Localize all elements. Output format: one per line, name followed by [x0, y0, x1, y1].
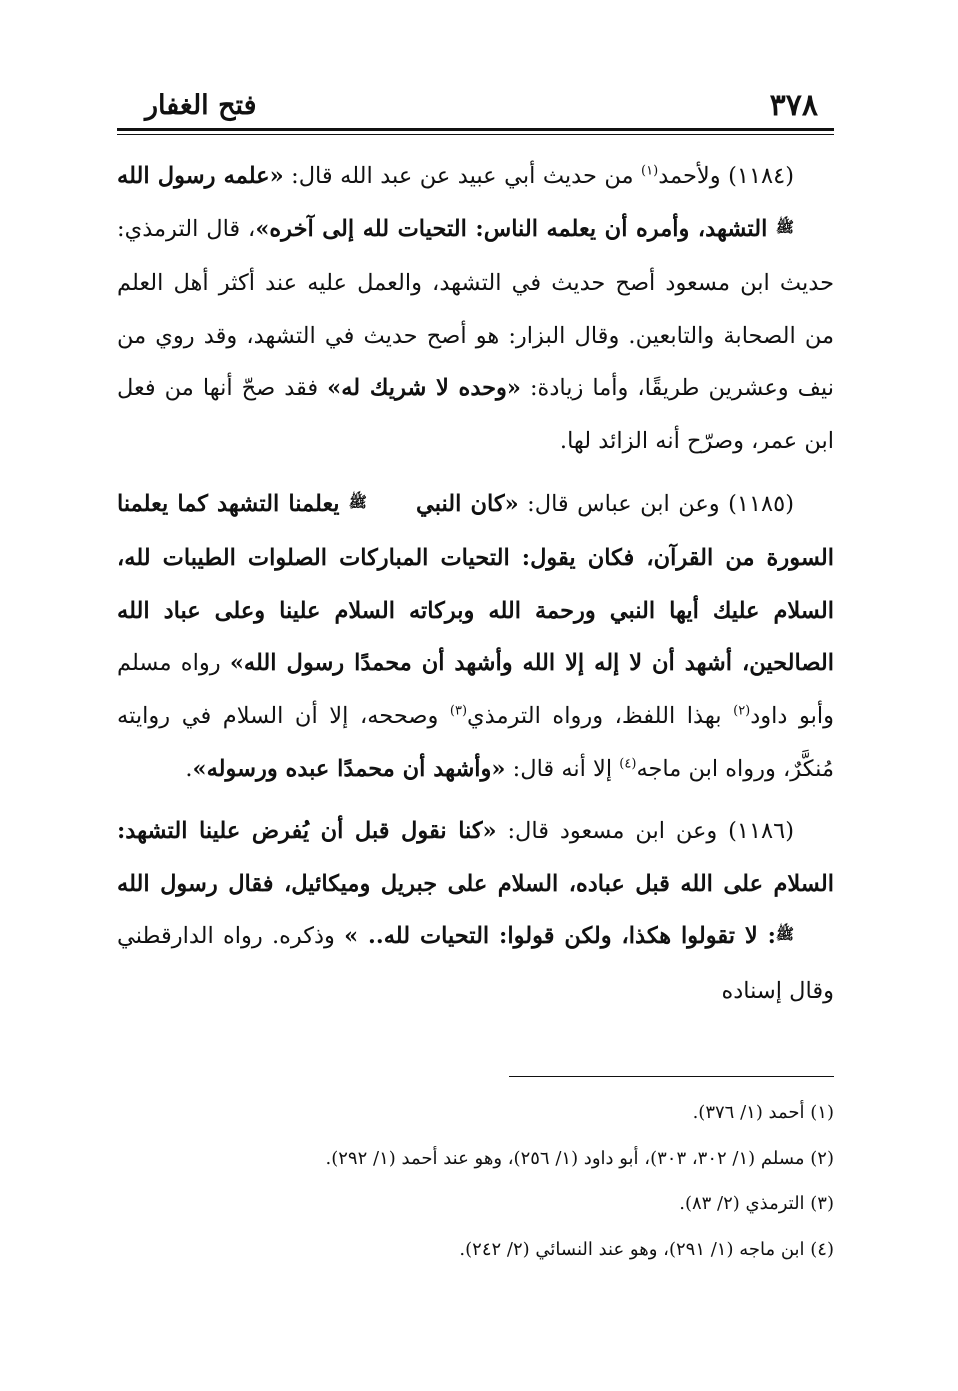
quoted-hadith-text: «كان النبي [406, 490, 519, 517]
footnote-2: (٢) مسلم (١/ ٣٠٢، ٣٠٣)، أبو داود (١/ ٢٥٦)، وهو عند أحمد (١/ ٢٩٢). [325, 1147, 834, 1169]
salutation-glyph: ﷺ [775, 217, 794, 236]
salutation-glyph: ﷺ [348, 492, 367, 511]
quoted-hadith-text: التشهد، وأمره أن يعلمه الناس: التحيات لله إلى آخره» [255, 215, 776, 242]
page-number: ٣٧٨ [769, 88, 818, 123]
paragraph-text: رواه مسلم وأبو داود [117, 650, 835, 729]
paragraph-text: ، قال الترمذي: حديث ابن مسعود أصح حديث في التشهد، والعمل عليه عند أكثر أهل العلم من الصحابة والتابعين. وقال البزار: هو أصح حديث في التشهد، وقد روي من نيف وعشرين طريقًا، وأما زيادة: [117, 215, 834, 402]
paragraph-text: بهذا اللفظ، ورواه الترمذي [467, 702, 734, 729]
paragraph-text: (١١٨٥) وعن ابن عباس قال: [518, 490, 794, 517]
quoted-hadith-text: : لا تقولوا هكذا، ولكن قولوا: التحيات لله.. » [344, 923, 776, 950]
footnote-3: (٣) الترمذي (٢/ ٨٣). [679, 1193, 834, 1215]
paragraph-text: وذكره. رواه الدارقطني وقال إسناده [117, 923, 834, 1004]
footnote-marker: (٤) [619, 756, 637, 772]
quoted-hadith-text: يعلمنا التشهد كما يعلمنا السورة من القرآن، فكان يقول: التحيات المباركات الصلوات الطيبات لله، السلام عليك أيها النبي ورحمة الله وبركاته السلام علينا وعلى عباد الله الصالحين، أشهد أن لا إله إلا الله وأشهد أن محمدًا رسول الله» [117, 490, 835, 677]
footnote-1: (١) أحمد (١/ ٣٧٦). [692, 1102, 834, 1123]
paragraph-text: (١١٨٦) وعن ابن مسعود قال: [496, 818, 795, 845]
paragraph-gap [117, 468, 834, 478]
paragraph-text: وصححه، إلا أن السلام في روايته مُنكَّرٌ، ورواه ابن ماجه [117, 702, 834, 782]
paragraph-text: إلا أنه قال: [505, 755, 620, 782]
salutation-glyph: ﷺ [775, 925, 794, 944]
quoted-hadith-text: «كنا نقول قبل أن يُفرض علينا التشهد: السلام على الله قبل عباده، السلام على جبريل وميكائيل، فقال رسول الله [117, 818, 834, 897]
quoted-hadith-text: «وأشهد أن محمدًا عبده ورسوله» [192, 755, 506, 782]
header-rule [117, 128, 834, 131]
footnote-marker: (٢) [733, 703, 751, 719]
page-header [117, 86, 834, 126]
body-text [117, 150, 834, 1018]
header-rule-thin [117, 134, 834, 135]
paragraph-text: من حديث أبي عبيد عن عبد الله قال: [283, 163, 642, 189]
paragraph-text: (١١٨٤) ولأحمد [658, 163, 794, 189]
hadith-paragraph-1185 [117, 478, 834, 796]
paragraph-text: . [185, 755, 193, 782]
hadith-paragraph-1184 [117, 150, 834, 468]
hadith-paragraph-1186 [117, 805, 834, 1017]
running-title: فتح الغفار [145, 90, 257, 121]
footnotes [117, 1090, 834, 1272]
footnote-separator [509, 1076, 834, 1077]
quoted-hadith-text: «علمه رسول الله [117, 163, 284, 189]
footnote-marker: (٣) [449, 703, 468, 719]
paragraph-text: فقد صحّ أنها من فعل ابن عمر، وصرّح أنه الزائد لها. [117, 375, 834, 454]
paragraph-gap [117, 795, 834, 805]
footnote-marker: (١) [641, 163, 659, 179]
footnote-4: (٤) ابن ماجه (١/ ٢٩١)، وهو عند النسائي (٢/ ٢٤٢). [459, 1238, 834, 1260]
quoted-hadith-text: «وحده لا شريك له» [327, 375, 521, 402]
